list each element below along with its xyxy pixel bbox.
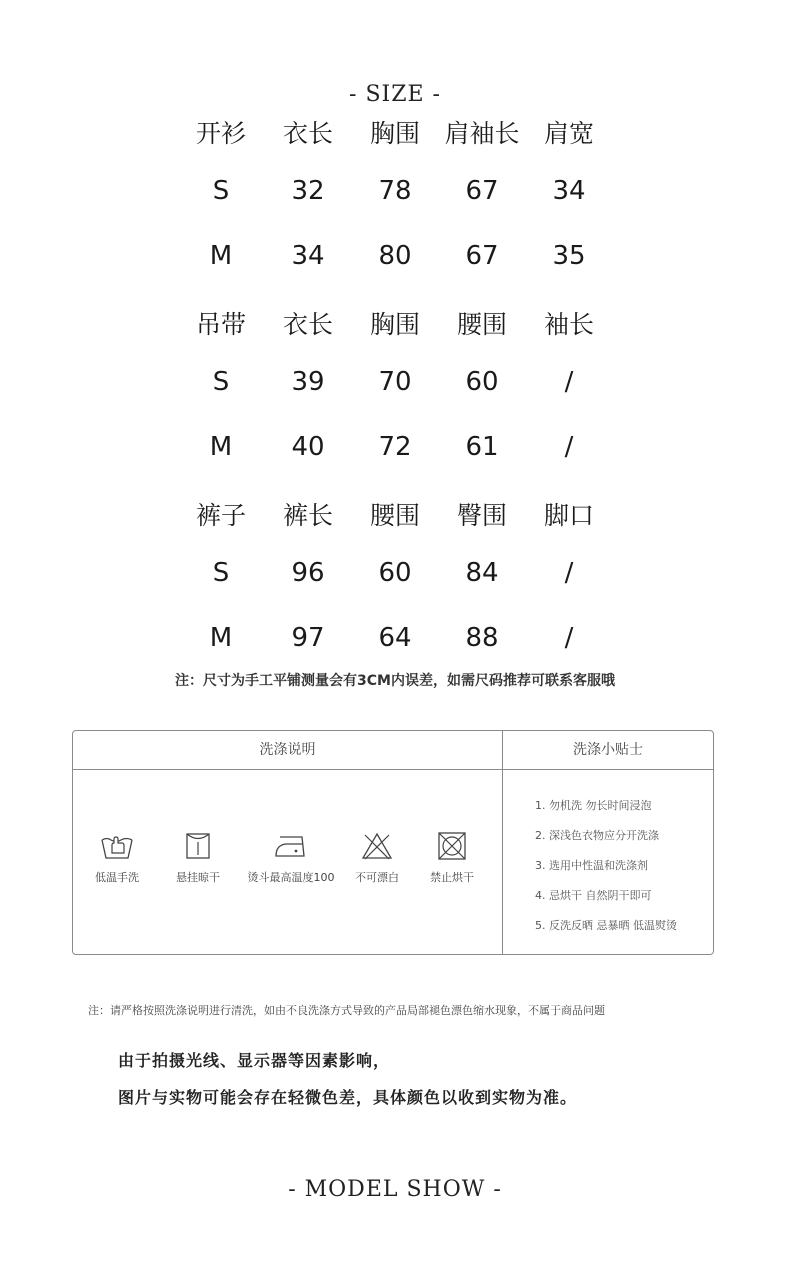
table-cell: S (212, 176, 230, 206)
table-cell: 67 (465, 176, 499, 206)
table-cell: 78 (378, 176, 412, 206)
table-cell: 70 (378, 367, 412, 397)
table-header-cell: 衣长 (282, 310, 333, 339)
care-tips-title: 洗涤小贴士 (573, 742, 643, 758)
hang-dry-icon (184, 831, 212, 861)
care-item (246, 831, 336, 885)
divider (73, 769, 713, 770)
table-cell: 64 (378, 623, 412, 653)
table-cell: 34 (552, 176, 586, 206)
table-cell: / (564, 623, 574, 653)
list-item: 1. 勿机洗 勿长时间浸泡 (535, 799, 652, 812)
care-label: 烫斗最高温度100 (247, 871, 335, 884)
table-header-cell: 胸围 (369, 310, 420, 339)
list-item: 2. 深浅色衣物应分开洗涤 (535, 829, 659, 842)
care-title: 洗涤说明 (259, 742, 316, 758)
table-cell: 61 (465, 432, 499, 462)
care-item (153, 831, 243, 885)
table-header-cell: 脚口 (543, 501, 594, 530)
table-row (0, 171, 790, 211)
table-cell: 32 (291, 176, 325, 206)
table-header-cell: 衣长 (282, 119, 333, 148)
color-disclaimer: 由于拍摄光线、显示器等因素影响， (118, 1051, 391, 1070)
table-row (0, 236, 790, 276)
table-header-cell: 胸围 (369, 119, 420, 148)
table-header-cell: 吊带 (195, 310, 246, 339)
size-note: 注：尺寸为手工平铺测量会有3CM内误差，如需尺码推荐可联系客服哦 (175, 673, 615, 689)
table-cell: M (209, 432, 233, 462)
color-disclaimer: 图片与实物可能会存在轻微色差，具体颜色以收到实物为准。 (118, 1088, 578, 1107)
table-cell: S (212, 558, 230, 588)
table-header-cell: 肩袖长 (444, 119, 520, 148)
care-item (72, 831, 162, 885)
hand-wash-icon (100, 831, 134, 861)
care-instructions-box (72, 730, 714, 955)
care-label: 禁止烘干 (430, 871, 474, 884)
table-cell: 60 (378, 558, 412, 588)
list-item: 4. 忌烘干 自然阴干即可 (535, 889, 652, 902)
table-cell: / (564, 367, 574, 397)
no-bleach-icon (360, 831, 394, 861)
table-header-row (0, 496, 790, 536)
table-cell: M (209, 241, 233, 271)
table-cell: 84 (465, 558, 499, 588)
table-header-cell: 袖长 (543, 310, 594, 339)
table-header-row (0, 305, 790, 345)
table-cell: / (564, 558, 574, 588)
table-header-cell: 裤子 (195, 501, 246, 530)
table-header-cell: 臀围 (456, 501, 507, 530)
table-cell: 35 (552, 241, 586, 271)
table-cell: 40 (291, 432, 325, 462)
table-cell: 96 (291, 558, 325, 588)
iron-icon (272, 831, 310, 861)
table-cell: / (564, 432, 574, 462)
table-cell: 97 (291, 623, 325, 653)
care-label: 悬挂晾干 (176, 871, 220, 884)
wash-note: 注：请严格按照洗涤说明进行清洗，如由不良洗涤方式导致的产品局部褪色漂色缩水现象，不属于商品问题 (88, 1004, 605, 1017)
table-cell: 72 (378, 432, 412, 462)
table-row (0, 553, 790, 593)
table-header-cell: 裤长 (282, 501, 333, 530)
size-heading: - SIZE - (349, 82, 441, 107)
no-tumble-dry-icon (436, 831, 468, 861)
table-cell: 34 (291, 241, 325, 271)
table-cell: 60 (465, 367, 499, 397)
table-header-cell: 腰围 (369, 501, 420, 530)
table-cell: 39 (291, 367, 325, 397)
list-item: 5. 反洗反晒 忌暴晒 低温熨烫 (535, 919, 677, 932)
table-cell: M (209, 623, 233, 653)
table-cell: 67 (465, 241, 499, 271)
table-row (0, 427, 790, 467)
care-item (407, 831, 497, 885)
table-cell: S (212, 367, 230, 397)
table-header-row (0, 114, 790, 154)
table-row (0, 618, 790, 658)
table-row (0, 362, 790, 402)
list-item: 3. 选用中性温和洗涤剂 (535, 859, 648, 872)
table-cell: 88 (465, 623, 499, 653)
table-header-cell: 开衫 (195, 119, 246, 148)
table-cell: 80 (378, 241, 412, 271)
table-header-cell: 肩宽 (543, 119, 594, 148)
care-label: 低温手洗 (95, 871, 139, 884)
table-header-cell: 腰围 (456, 310, 507, 339)
model-show-heading: - MODEL SHOW - (288, 1177, 502, 1202)
care-label: 不可漂白 (355, 871, 399, 884)
